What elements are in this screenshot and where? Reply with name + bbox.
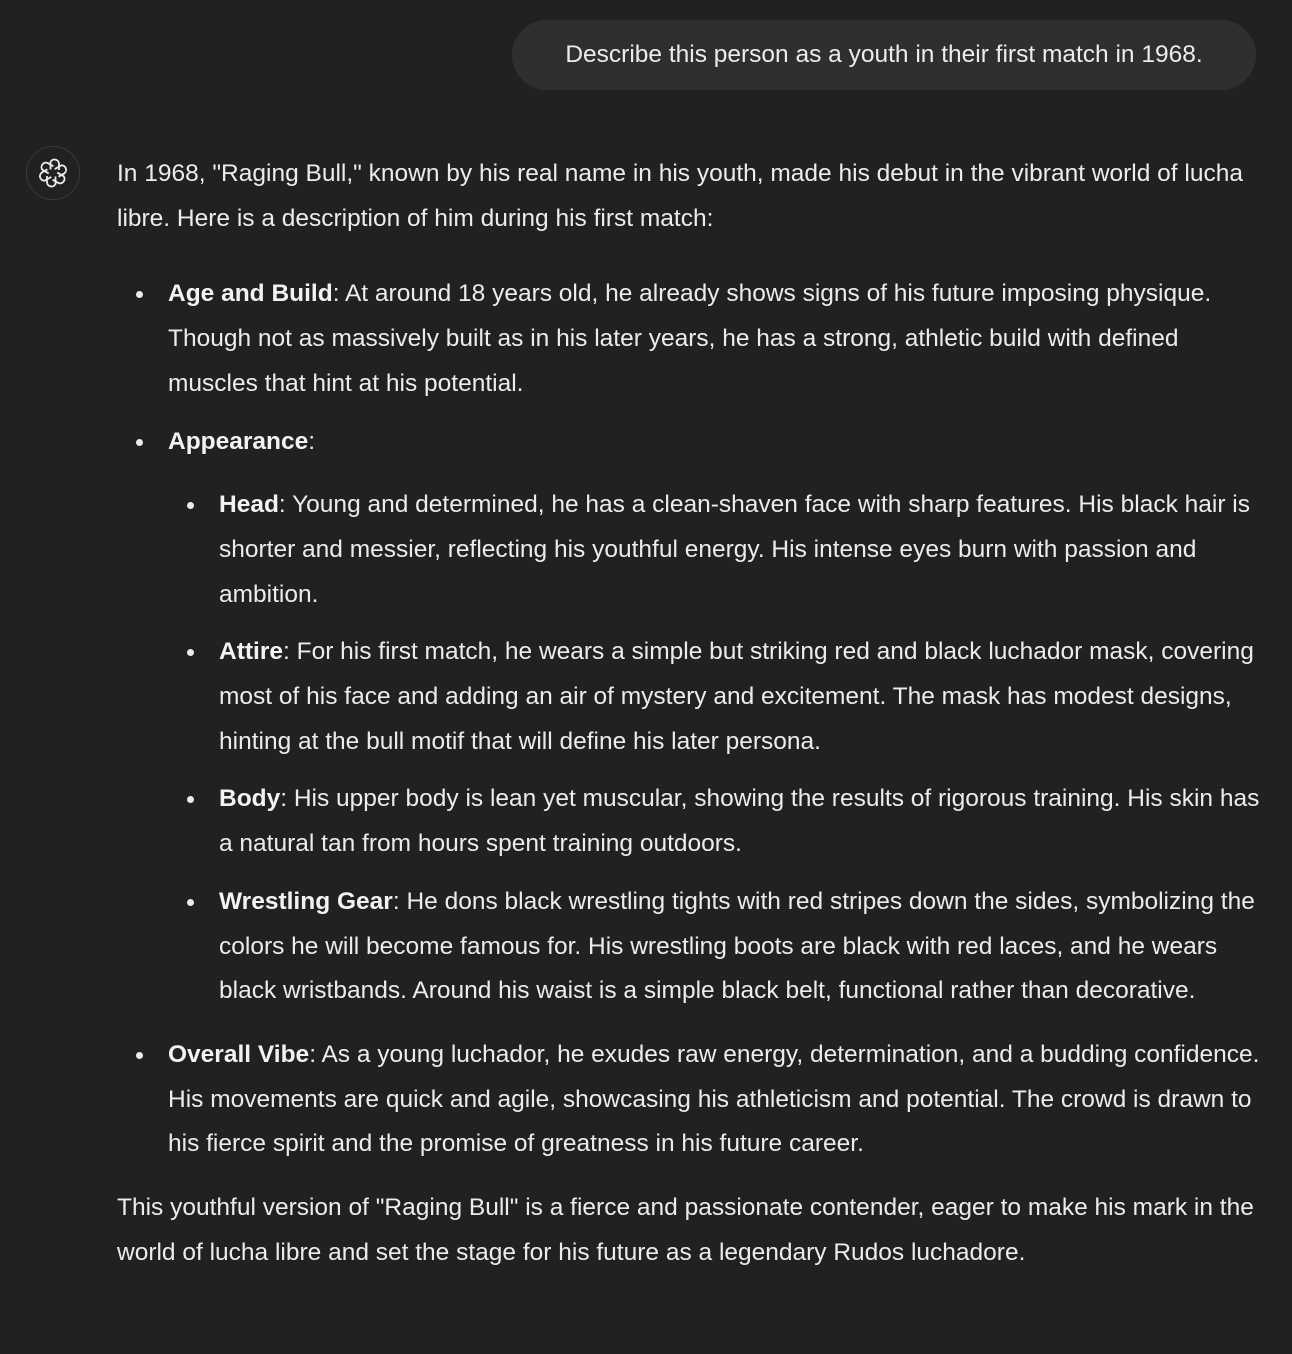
closing-paragraph: This youthful version of "Raging Bull" is a fierce and passionate contender, eager to make his mark in the world of lucha libre and set the stage for his future as a legendary Rudos luchadore. (117, 1194, 1254, 1266)
sub-list-item (168, 483, 1267, 617)
sub-item-title: Wrestling Gear (219, 887, 393, 915)
sub-list-item (168, 880, 1267, 1014)
openai-logo-icon (38, 158, 68, 188)
sub-item-title: Attire (219, 638, 283, 666)
user-message-bubble (512, 20, 1256, 90)
list-item (117, 272, 1267, 406)
sub-item-text: : For his first match, he wears a simple but striking red and black luchador mask, covering most of his face and adding an air of mystery and excitement. The mask has modest designs, hinting at the bull motif that will define his later persona. (219, 638, 1254, 755)
user-message-text: Describe this person as a youth in their first match in 1968. (565, 41, 1203, 68)
sub-bullet-list (168, 483, 1267, 1014)
item-text: : At around 18 years old, he already shows signs of his future imposing physique. Though not as massively built as in his later years, he has a strong, athletic build with defined muscles that hint at his potential. (168, 280, 1212, 397)
item-title: Appearance (168, 427, 309, 455)
item-title: Age and Build (168, 280, 333, 308)
item-text: : As a young luchador, he exudes raw energy, determination, and a budding confidence. His movements are quick and agile, showcasing his athleticism and potential. The crowd is drawn to his fierce spirit and the promise of greatness in his future career. (168, 1040, 1260, 1158)
list-item (117, 420, 1267, 1014)
sub-list-item (168, 777, 1267, 866)
sub-item-title: Head (219, 491, 279, 519)
assistant-message (117, 152, 1267, 1275)
sub-item-text: : He dons black wrestling tights with red stripes down the sides, symbolizing the colors he will become famous for. His wrestling boots are black with red laces, and he wears black wristbands. Around his waist is a simple black belt, functional rather than decorative. (219, 887, 1255, 1005)
assistant-avatar (26, 146, 80, 200)
intro-paragraph: In 1968, "Raging Bull," known by his real name in his youth, made his debut in the vibrant world of lucha libre. Here is a description of him during his first match: (117, 160, 1243, 232)
list-item (117, 1033, 1267, 1167)
item-title: Overall Vibe (168, 1040, 310, 1068)
sub-item-text: : His upper body is lean yet muscular, showing the results of rigorous training. His skin has a natural tan from hours spent training outdoors. (219, 785, 1260, 858)
bullet-list (117, 272, 1267, 1167)
sub-item-text: : Young and determined, he has a clean-shaven face with sharp features. His black hair is shorter and messier, reflecting his youthful energy. His intense eyes burn with passion and ambition. (219, 491, 1250, 608)
item-text: : (308, 427, 316, 455)
sub-item-title: Body (219, 785, 281, 813)
sub-list-item (168, 630, 1267, 764)
